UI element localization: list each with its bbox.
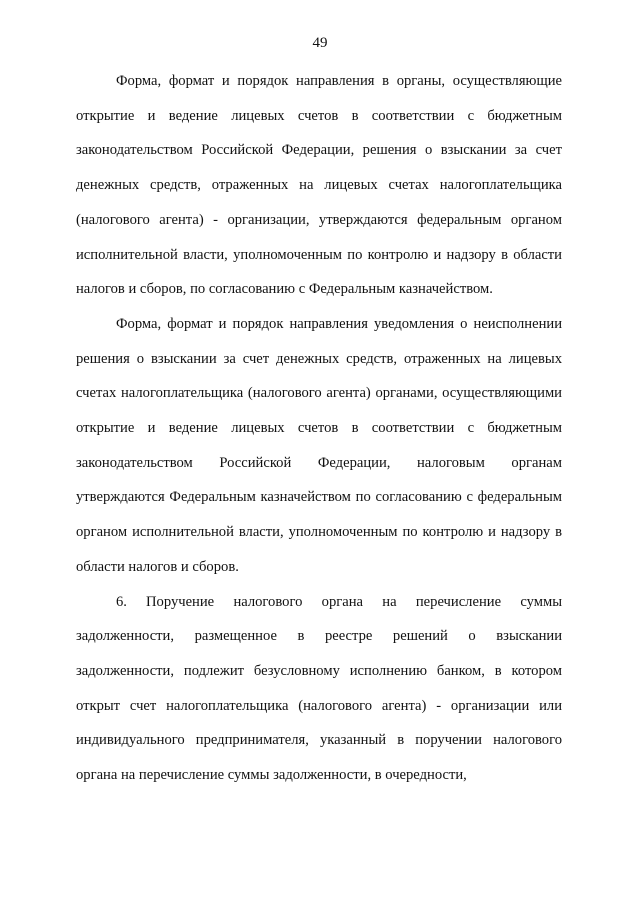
paragraph-item-6 — [76, 585, 562, 793]
document-body — [76, 64, 562, 793]
page-number: 49 — [312, 35, 328, 51]
item-6-text: Поручение налогового органа на перечисление суммы задолженности, размещенное в реестре решений о взыскании задолженности, подлежит безусловному исполнению банком, в котором открыт счет налогоплательщика (налогового агента) - организации или индивидуального предпринимателя, указанный в поручении налогового органа на перечисление суммы задолженности, в очередности, — [76, 593, 562, 784]
paragraph-form-decision: Форма, формат и порядок направления в органы, осуществляющие открытие и ведение лицевых счетов в соответствии с бюджетным законодательством Российской Федерации, решения о взыскании за счет денежных средств, отраженных на лицевых счетах налогоплательщика (налогового агента) - организации, утверждаются федеральным органом исполнительной власти, уполномоченным по контролю и надзору в области налогов и сборов, по согласованию с Федеральным казначейством. — [76, 73, 562, 298]
item-number: 6. — [116, 593, 127, 610]
paragraph-form-notification: Форма, формат и порядок направления уведомления о неисполнении решения о взыскании за счет денежных средств, отраженных на лицевых счетах налогоплательщика (налогового агента) органами, осуществляющими открытие и ведение лицевых счетов в соответствии с бюджетным законодательством Российской Федерации, налоговым органам утверждаются Федеральным казначейством по согласованию с федеральным органом исполнительной власти, уполномоченным по контролю и надзору в области налогов и сборов. — [76, 315, 562, 575]
